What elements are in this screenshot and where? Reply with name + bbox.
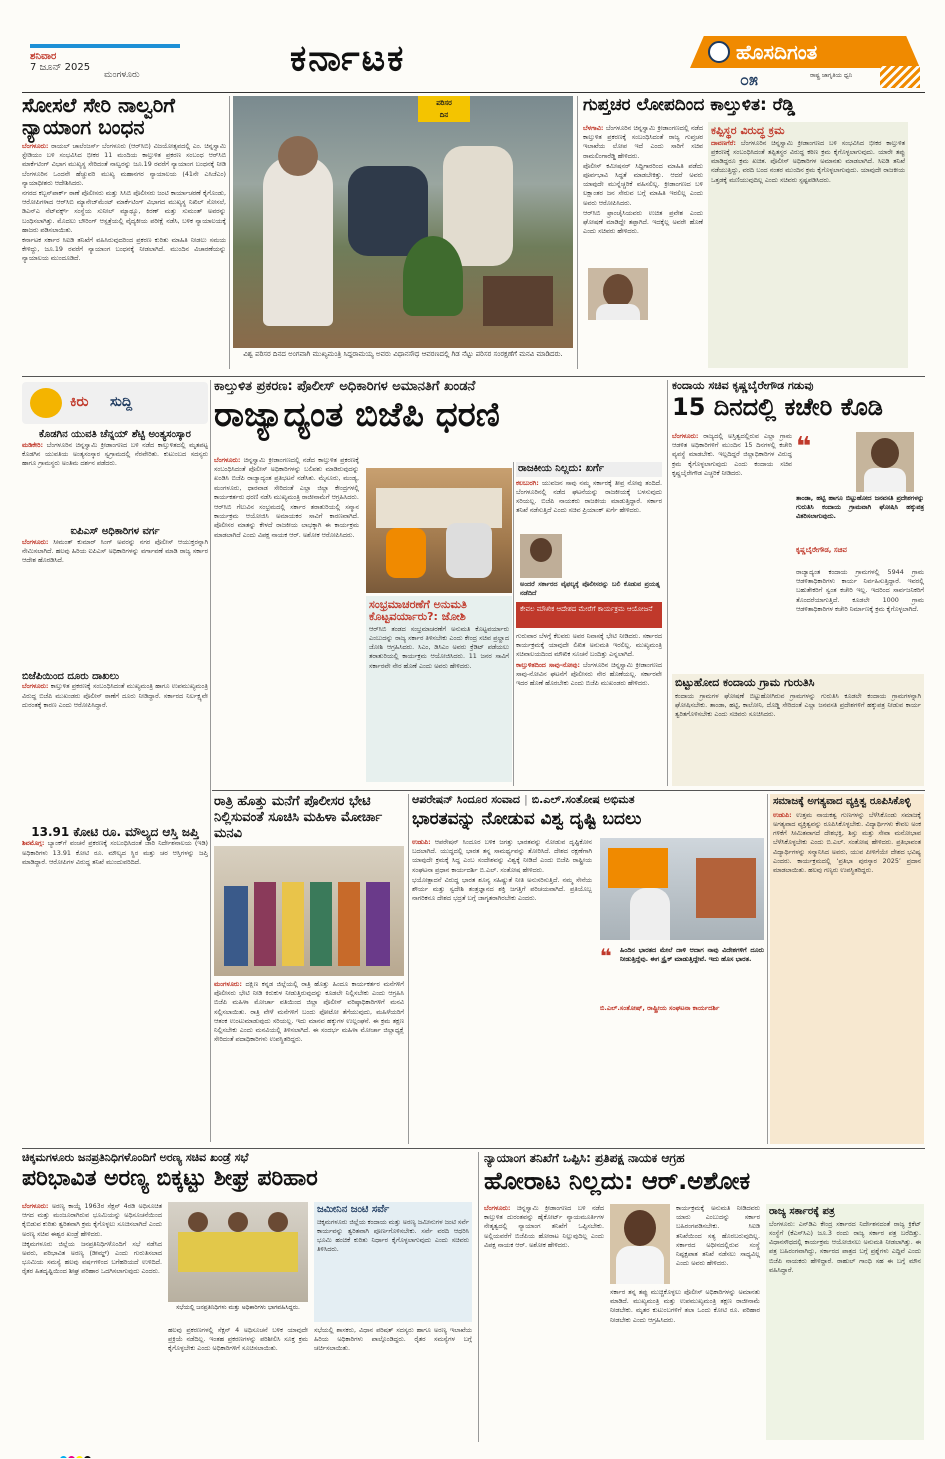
kharge-band: ಕೇವಲ ಮೌಖಿಕ ಆದೇಶದ ಮೇರೆಗೆ ಕಾರ್ಯಕ್ರಮ ಆಯೋಜನೆ: [516, 602, 662, 628]
story-spy: [583, 94, 905, 124]
brand-name: ಹೊಸದಿಗಂತ: [736, 40, 818, 64]
page-number: ೦೫: [740, 70, 758, 89]
village-box: ಬಿಟ್ಟುಹೋದ ಕಂದಾಯ ಗ್ರಾಮ ಗುರುತಿಸಿ ಕಂದಾಯ ಗ್ರಾಮಗಳ ಘೋಷಣೆ ಬಿಟ್ಟುಹೋಗಿರುವ ಗ್ರಾಮಗಳನ್ನು ಗುರುತಿಸಿ ಕೂಡಲೇ ಕಂದಾಯ ಗ್ರಾಮಗಳನ್ನಾಗಿ ಘೋಷಿಸಬೇಕು. ತಾಂಡಾ, ಹಟ್ಟಿ, ಕಾಲೋನಿ, ದೊಡ್ಡಿ ಸೇರಿದಂತೆ ಎಲ್ಲಾ ಜನವಸತಿ ಪ್ರದೇಶಗಳಿಗೆ ಹಕ್ಕುಪತ್ರ ನೀಡುವ ಕಾರ್ಯ ತ್ವರಿತಗೊಳಿಸಬೇಕು ಎಂದು ಸಚಿವರು ಸೂಚಿಸಿದರು.: [672, 674, 924, 786]
lead-headline: ರಾಜ್ಯಾದ್ಯಂತ ಬಿಜೆಪಿ ಧರಣಿ: [214, 395, 500, 436]
ashoka-portrait: [610, 1204, 670, 1284]
women-morcha-photo: [214, 846, 404, 976]
kiru-suddi-badge: ಕಿರು ಸುದ್ದಿ: [22, 382, 208, 424]
city-label: ಮಂಗಳೂರು: [104, 70, 140, 80]
kiru-item-2: ಐಪಿಎಸ್ ಅಧಿಕಾರಿಗಳ ವರ್ಗ ಬೆಂಗಳೂರು: ಸೀಮಂತ್ ಕುಮಾರ್ ಸಿಂಗ್ ಅವರನ್ನು ನಗರ ಪೊಲೀಸ್ ಆಯುಕ್ತರನ್ನಾಗಿ ನೇಮಿಸಲಾಗಿದೆ. ಹಲವು ಹಿರಿಯ ಐಪಿಎಸ್ ಅಧಿಕಾರಿಗಳನ್ನು ವರ್ಗಾವಣೆ ಮಾಡಿ ರಾಜ್ಯ ಸರ್ಕಾರ ಆದೇಶ ಹೊರಡಿಸಿದೆ.: [22, 525, 208, 564]
environment-photo-caption: ವಿಶ್ವ ಪರಿಸರ ದಿನದ ಅಂಗವಾಗಿ ಮುಖ್ಯಮಂತ್ರಿ ಸಿದ್ದರಾಮಯ್ಯ ಅವರು ವಿಧಾನಸೌಧ ಆವರಣದಲ್ಲಿ ಗಿಡ ನೆಟ್ಟು ಪರಿಸರ ಸಂರಕ್ಷಣೆಗೆ ಮನವಿ ಮಾಡಿದರು.: [243, 350, 563, 358]
quote-mark-icon: ❝: [796, 432, 812, 462]
day-label: ಶನಿವಾರ: [30, 51, 57, 62]
santosh-quote-box: ❝ ಹಿಂದಿನ ಭಾರತದ ಮೇಲೆ ದಾಳಿ ಆದಾಗ ನಾವು ವಿದೇಶಗಳಿಗೆ ದೂರು ನೀಡುತ್ತಿದ್ದೆವು. ಈಗ ಸ್ಟ್ರೈಕ್ ಮಾಡುತ್ತಿದ್ದೇವೆ. ಇದು ಹೊಸ ಭಾರತ. ಬಿ.ಎಲ್.ಸಂತೋಷ್, ರಾಷ್ಟ್ರೀಯ ಸಂಘಟನಾ ಕಾರ್ಯದರ್ಶಿ: [600, 944, 764, 1012]
forest-story: ಚಿಕ್ಕಮಗಳೂರು ಜನಪ್ರತಿನಿಧಿಗಳೊಂದಿಗೆ ಅರಣ್ಯ ಸಚಿವ ಖಂಡ್ರೆ ಸಭೆ ಪರಿಭಾವಿತ ಅರಣ್ಯ ಬಿಕ್ಕಟ್ಟು ಶೀಘ್ರ ಪರಿಹಾರ ಬೆಂಗಳೂರು: ಅರಣ್ಯ ಕಾಯ್ದೆ 1963ರ ಸೆಕ್ಷನ್ 4ರಡಿ ಅಧಿಸೂಚಿತ ಆಗದ ಮತ್ತು ಮಂಜೂರಾಗಿರುವ ಭೂಮಿಯನ್ನು ಅಧಿಸೂಚನೆಯಿಂದ ಕೈಬಿಡುವ ಕುರಿತು ತ್ವರಿತವಾಗಿ ಕ್ರಮ ಕೈಗೊಳ್ಳಲು ಸೂಚಿಸಲಾಗಿದೆ ಎಂದು ಅರಣ್ಯ ಸಚಿವ ಈಶ್ವರ ಖಂಡ್ರೆ ಹೇಳಿದರು. ಚಿಕ್ಕಮಗಳೂರು ಜಿಲ್ಲೆಯ ಜನಪ್ರತಿನಿಧಿಗಳೊಂದಿಗೆ ಸಭೆ ನಡೆಸಿದ ಅವರು, ಪರಿಭಾವಿತ ಅರಣ್ಯ (ಡೀಮ್ಡ್) ಎಂದು ಗುರುತಿಸಲಾದ ಭೂಮಿಯ ಸಮಸ್ಯೆ ಹಲವು ವರ್ಷಗಳಿಂದ ಬಗೆಹರಿಯದೆ ಉಳಿದಿದೆ. ರೈತರ ಹಿತದೃಷ್ಟಿಯಿಂದ ಶೀಘ್ರ ಪರಿಹಾರ ಒದಗಿಸಲಾಗುವುದು ಎಂದರು. ಸಭೆಯಲ್ಲಿ ಜನಪ್ರತಿನಿಧಿಗಳು ಮತ್ತು ಅಧಿಕಾರಿಗಳು ಭಾಗವಹಿಸಿದ್ದರು. ಜಮೀನಿನ ಜಂಟಿ ಸರ್ವೆ ಚಿಕ್ಕಮಗಳೂರು ಜಿಲ್ಲೆಯ ಕಂದಾಯ ಮತ್ತು ಅರಣ್ಯ ಜಮೀನುಗಳ ಜಂಟಿ ಸರ್ವೆ ಕಾರ್ಯವನ್ನು ತ್ವರಿತವಾಗಿ ಪೂರ್ಣಗೊಳಿಸಬೇಕು. ಸರ್ವೆ ವರದಿ ಆಧರಿಸಿ ಭೂಮಿ ಹಂಚಿಕೆ ಕುರಿತು ನಿರ್ಧಾರ ಕೈಗೊಳ್ಳಲಾಗುವುದು ಎಂದು ಸಚಿವರು ತಿಳಿಸಿದರು. ಹಲವು ಪ್ರಕರಣಗಳಲ್ಲಿ ಸೆಕ್ಷನ್ 4 ಅಧಿಸೂಚನೆ ಬಳಿಕ ಯಾವುದೇ ಪ್ರಕ್ರಿಯೆ ನಡೆದಿಲ್ಲ. ಇಂತಹ ಪ್ರಕರಣಗಳನ್ನು ಪರಿಶೀಲಿಸಿ ಸೂಕ್ತ ಕ್ರಮ ಕೈಗೊಳ್ಳಬೇಕು ಎಂದು ಅಧಿಕಾರಿಗಳಿಗೆ ಸೂಚಿಸಲಾಯಿತು. ಸಭೆಯಲ್ಲಿ ಶಾಸಕರು, ವಿಧಾನ ಪರಿಷತ್ ಸದಸ್ಯರು ಹಾಗೂ ಅರಣ್ಯ ಇಲಾಖೆಯ ಹಿರಿಯ ಅಧಿಕಾರಿಗಳು ಪಾಲ್ಗೊಂಡಿದ್ದರು. ರೈತರ ಸಮಸ್ಯೆಗಳ ಬಗ್ಗೆ ಚರ್ಚಿಸಲಾಯಿತು.: [22, 1152, 472, 1353]
kharge-headline: ರಾಜಕೀಯ ನಿಲ್ಲದು: ಖರ್ಗೆ: [516, 462, 662, 477]
date-tab: [30, 44, 180, 90]
brand-tagline: ರಾಷ್ಟ್ರ ಜಾಗೃತಿಯ ಧ್ವನಿ: [810, 72, 853, 79]
kiru-item-3: ಬಿಜೆಪಿಯಿಂದ ದೂರು ದಾಖಲು ಬೆಂಗಳೂರು: ಕಾಲ್ತುಳಿತ ಪ್ರಕರಣಕ್ಕೆ ಸಂಬಂಧಿಸಿದಂತೆ ಮುಖ್ಯಮಂತ್ರಿ ಹಾಗೂ ಉಪಮುಖ್ಯಮಂತ್ರಿ ವಿರುದ್ಧ ಬಿಜೆಪಿ ಮುಖಂಡರು ಪೊಲೀಸ್ ಠಾಣೆಗೆ ದೂರು ನೀಡಿದ್ದಾರೆ. ಸರ್ಕಾರದ ನಿರ್ಲಕ್ಷ್ಯವೇ ದುರಂತಕ್ಕೆ ಕಾರಣ ಎಂದು ಆರೋಪಿಸಿದ್ದಾರೆ.: [22, 670, 208, 709]
photo-people-shapes: [253, 126, 553, 326]
brand-block: [690, 32, 920, 90]
story-social-dateline: ಬೆಂಗಳೂರು:: [22, 142, 49, 150]
story-social: [22, 94, 226, 369]
environment-day-photo: [233, 96, 573, 348]
quote-mark-icon-2: ❝: [600, 944, 612, 968]
joshi-box: ಸಂಭ್ರಮಾಚರಣೆಗೆ ಅನುಮತಿ ಕೊಟ್ಟವರ್ಯಾರು?: ಜೋಶಿ ಆರ್‌ಸಿಬಿ ತಂಡದ ಸಂಭ್ರಮಾಚರಣೆಗೆ ಅನುಮತಿ ಕೊಟ್ಟವರ್ಯಾರು ಎಂಬುದನ್ನು ರಾಜ್ಯ ಸರ್ಕಾರ ತಿಳಿಸಬೇಕು ಎಂದು ಕೇಂದ್ರ ಸಚಿವ ಪ್ರಲ್ಹಾದ ಜೋಶಿ ಆಗ್ರಹಿಸಿದರು. ಸಿಎಂ, ಡಿಸಿಎಂ ಅವರು ಕ್ರೆಡಿಟ್ ಪಡೆಯಲು ತರಾತುರಿಯಲ್ಲಿ ಕಾರ್ಯಕ್ರಮ ಆಯೋಜಿಸಿದರು. 11 ಜನರ ಸಾವಿಗೆ ಸರ್ಕಾರವೇ ನೇರ ಹೊಣೆ ಎಂದು ಅವರು ಹೇಳಿದರು.: [366, 596, 512, 782]
revenue-headline: 15 ದಿನದಲ್ಲಿ ಕಚೇರಿ ಕೊಡಿ: [672, 392, 883, 421]
kiru-item-1: ಕೊಡಗಿನ ಯುವತಿ ಚೆನ್ನಯ್ ಶೆಟ್ಟಿ ಅಂತ್ಯಸಂಸ್ಕಾರ ಮಡಿಕೇರಿ: ಬೆಂಗಳೂರಿನ ಚಿನ್ನಸ್ವಾಮಿ ಕ್ರೀಡಾಂಗಣದ ಬಳಿ ನಡೆದ ಕಾಲ್ತುಳಿತದಲ್ಲಿ ಮೃತಪಟ್ಟ ಕೊಡಗಿನ ಯುವತಿಯ ಅಂತ್ಯಸಂಸ್ಕಾರ ಸ್ವಗ್ರಾಮದಲ್ಲಿ ನೆರವೇರಿತು. ಕುಟುಂಬದ ಸದಸ್ಯರು ಹಾಗೂ ಗ್ರಾಮಸ್ಥರು ಅಂತಿಮ ದರ್ಶನ ಪಡೆದರು.: [22, 429, 208, 468]
reddy-portrait: [588, 268, 648, 320]
story-social-body: ಬೆಂಗಳೂರು: ರಾಯಲ್ ಚಾಲೆಂಜರ್ಸ್ ಬೆಂಗಳೂರು (ಆರ್‌ಸಿಬಿ) ವಿಜಯೋತ್ಸವದಲ್ಲಿ ಎಂ. ಚಿನ್ನಸ್ವಾಮಿ ಸ್ಟೇಡಿಯಂ ಬಳಿ ಸಂಭವಿಸಿದ ಭೀಕರ 11 ಮಂದಿಯ ಕಾಲ್ತುಳಿತ ಪ್ರಕರಣ ಸಂಬಂಧ ಆರ್‌ಸಿಬಿ ಮಾರ್ಕೆಟಿಂಗ್ ವಿಭಾಗ ಮುಖ್ಯಸ್ಥ ಸೇರಿದಂತೆ ನಾಲ್ವರನ್ನು ಜೂ.19 ರವರೆಗೆ ನ್ಯಾಯಾಂಗ ಬಂಧನಕ್ಕೆ ನೀಡಿ ಬೆಂಗಳೂರಿನ ಒಂದನೇ ಹೆಚ್ಚುವರಿ ಮುಖ್ಯ ಮಹಾನಗರ ನ್ಯಾಯಾಲಯ (41ನೇ ಎಸಿಜೆಎಂ) ನ್ಯಾಯಾಧೀಶರು ಆದೇಶಿಸಿದರು. ನಗರದ ಕಬ್ಬನ್‌ಪಾರ್ಕ್ ಠಾಣೆ ಪೊಲೀಸರು ಮತ್ತು ಸಿಸಿಬಿ ಪೊಲೀಸರು ಜಂಟಿ ಕಾರ್ಯಾಚರಣೆ ಕೈಗೊಂಡು, ಆರೋಪಿಗಳಾದ ಆರ್‌ಸಿಬಿ ಮ್ಯಾನೇಜ್‌ಮೆಂಟ್ ಮಾರ್ಕೆಟಿಂಗ್ ವಿಭಾಗದ ಮುಖ್ಯಸ್ಥ ನಿಖಿಲ್ ಸೋಸಲೆ, ಡಿಎನ್‌ಎ ನೆಟ್‌ವರ್ಕ್ಸ್ ಸಂಸ್ಥೆಯ ಸುನೀಲ್ ಮ್ಯಾಥ್ಯೂ, ಕಿರಣ್ ಮತ್ತು ಸುಮಂತ್ ಅವರನ್ನು ಬಂಧಿಸಲಾಗಿತ್ತು. ಮೊದಲು ಬೌರಿಂಗ್ ಆಸ್ಪತ್ರೆಯಲ್ಲಿ ವೈದ್ಯಕೀಯ ಪರೀಕ್ಷೆ ನಡೆಸಿ, ಬಳಿಕ ನ್ಯಾಯಾಲಯಕ್ಕೆ ಹಾಜರು ಪಡಿಸಲಾಯಿತು. ಕರ್ನಾಟಕ ಸರ್ಕಾರ ಸಿಐಡಿ ತನಿಖೆಗೆ ವಹಿಸಿರುವುದರಿಂದ ಪ್ರಕರಣ ಕುರಿತು ಮಾಹಿತಿ ನೀಡಲು ಸಮಯ ಕೇಳಿದ್ದು, ಜೂ.19 ರವರೆಗೆ ನ್ಯಾಯಾಂಗ ಬಂಧನಕ್ಕೆ ನೀಡಲಾಗಿದೆ. ಮುಂದಿನ ವಿಚಾರಣೆಯನ್ನು ನ್ಯಾಯಾಲಯ ಮುಂದೂಡಿದೆ.: [22, 142, 226, 263]
revenue-story: ಕಂದಾಯ ಸಚಿವ ಕೃಷ್ಣಬೈರೇಗೌಡ ಗಡುವು 15 ದಿನದಲ್ಲಿ ಕಚೇರಿ ಕೊಡಿ ಬೆಂಗಳೂರು: ರಾಜ್ಯದಲ್ಲಿ ಅಸ್ತಿತ್ವದಲ್ಲಿರುವ ಎಲ್ಲಾ ಗ್ರಾಮ ಆಡಳಿತ ಅಧಿಕಾರಿಗಳಿಗೆ ಮುಂದಿನ 15 ದಿನಗಳಲ್ಲಿ ಕಚೇರಿ ವ್ಯವಸ್ಥೆ ಮಾಡಬೇಕು. ಇಲ್ಲದಿದ್ದರೆ ಜಿಲ್ಲಾಧಿಕಾರಿಗಳ ವಿರುದ್ಧ ಕ್ರಮ ಕೈಗೊಳ್ಳಲಾಗುವುದು ಎಂದು ಕಂದಾಯ ಸಚಿವ ಕೃಷ್ಣಬೈರೇಗೌಡ ಎಚ್ಚರಿಕೆ ನೀಡಿದರು. ❝ ತಾಂಡಾ, ಹಟ್ಟಿ ಹಾಗೂ ಬಿಟ್ಟುಹೋದ ಜನವಸತಿ ಪ್ರದೇಶಗಳನ್ನು ಗುರುತಿಸಿ ಕಂದಾಯ ಗ್ರಾಮವಾಗಿ ಘೋಷಿಸಿ ಹಕ್ಕುಪತ್ರ ವಿತರಿಸಲಾಗುವುದು. ಕೃಷ್ಣಬೈರೇಗೌಡ, ಸಚಿವ ರಾಜ್ಯಾದ್ಯಂತ ಕಂದಾಯ ಗ್ರಾಮಗಳಲ್ಲಿ 5944 ಗ್ರಾಮ ಆಡಳಿತಾಧಿಕಾರಿಗಳು ಕಾರ್ಯ ನಿರ್ವಹಿಸುತ್ತಿದ್ದಾರೆ. ಇವರಲ್ಲಿ ಬಹುತೇಕರಿಗೆ ಸ್ವಂತ ಕಚೇರಿ ಇಲ್ಲ. ಇದರಿಂದ ಸಾರ್ವಜನಿಕರಿಗೆ ತೊಂದರೆಯಾಗುತ್ತಿದೆ. ಕೂಡಲೇ 1000 ಗ್ರಾಮ ಆಡಳಿತಾಧಿಕಾರಿಗಳ ಕಚೇರಿ ನಿರ್ಮಾಣಕ್ಕೆ ಕ್ರಮ ಕೈಗೊಳ್ಳಲಾಗಿದೆ.: [672, 380, 924, 613]
environment-badge: ಪರಿಸರ ದಿನ: [418, 96, 470, 122]
brand-stripes: [880, 66, 920, 88]
story-social-headline: ಸೋಸಲೆ ಸೇರಿ ನಾಲ್ವರಿಗೆ ನ್ಯಾಯಾಂಗ ಬಂಧನ: [22, 94, 175, 139]
date-label: 7 ಜೂನ್ 2025: [30, 62, 91, 73]
sindoor-story: ಆಪರೇಷನ್ ಸಿಂದೂರ ಸಂವಾದ | ಬಿ.ಎಲ್.ಸಂತೋಷ ಅಭಿಮತ ಭಾರತವನ್ನು ನೋಡುವ ವಿಶ್ವ ದೃಷ್ಟಿ ಬದಲು ಉಡುಪಿ: ಆಪರೇಷನ್ ಸಿಂದೂರ ಬಳಿಕ ಜಗತ್ತು ಭಾರತವನ್ನು ನೋಡುವ ದೃಷ್ಟಿಕೋನ ಬದಲಾಗಿದೆ. ಯುದ್ಧದಲ್ಲಿ ಭಾರತ ತನ್ನ ಸಾಮರ್ಥ್ಯವನ್ನು ತೋರಿಸಿದೆ. ದೇಶದ ರಕ್ಷಣೆಗಾಗಿ ಯಾವುದೇ ಕ್ರಮಕ್ಕೆ ಸಿದ್ಧ ಎಂಬ ಸಂದೇಶವನ್ನು ವಿಶ್ವಕ್ಕೆ ನೀಡಿದೆ ಎಂದು ಬಿಜೆಪಿ ರಾಷ್ಟ್ರೀಯ ಸಂಘಟನಾ ಪ್ರಧಾನ ಕಾರ್ಯದರ್ಶಿ ಬಿ.ಎಲ್. ಸಂತೋಷ ಹೇಳಿದರು. ಭಯೋತ್ಪಾದನೆ ವಿರುದ್ಧ ಭಾರತ ಶೂನ್ಯ ಸಹಿಷ್ಣುತೆ ನೀತಿ ಅನುಸರಿಸುತ್ತಿದೆ. ನಮ್ಮ ಸೇನೆಯ ಶೌರ್ಯ ಮತ್ತು ಸ್ವದೇಶಿ ತಂತ್ರಜ್ಞಾನದ ಶಕ್ತಿ ಜಗತ್ತಿಗೆ ಪರಿಚಯವಾಗಿದೆ. ಪ್ರತಿಯೊಬ್ಬ ನಾಗರಿಕನೂ ದೇಶದ ಭದ್ರತೆ ಬಗ್ಗೆ ಜಾಗೃತರಾಗಿರಬೇಕು ಎಂದರು. ❝ ಹಿಂದಿನ ಭಾರತದ ಮೇಲೆ ದಾಳಿ ಆದಾಗ ನಾವು ವಿದೇಶಗಳಿಗೆ ದೂರು ನೀಡುತ್ತಿದ್ದೆವು. ಈಗ ಸ್ಟ್ರೈಕ್ ಮಾಡುತ್ತಿದ್ದೇವೆ. ಇದು ಹೊಸ ಭಾರತ. ಬಿ.ಎಲ್.ಸಂತೋಷ್, ರಾಷ್ಟ್ರೀಯ ಸಂಘಟನಾ ಕಾರ್ಯದರ್ಶಿ: [412, 794, 764, 1144]
lead-body-col1: ಬೆಂಗಳೂರು: ಚಿನ್ನಸ್ವಾಮಿ ಕ್ರೀಡಾಂಗಣದಲ್ಲಿ ನಡೆದ ಕಾಲ್ತುಳಿತ ಪ್ರಕರಣಕ್ಕೆ ಸಂಬಂಧಿಸಿದಂತೆ ಪೊಲೀಸ್ ಅಧಿಕಾರಿಗಳನ್ನು ಬಲಿಪಶು ಮಾಡಿರುವುದನ್ನು ಖಂಡಿಸಿ ಬಿಜೆಪಿ ರಾಜ್ಯಾದ್ಯಂತ ಪ್ರತಿಭಟನೆ ನಡೆಸಿತು. ಮೈಸೂರು, ಮಂಡ್ಯ, ಮಂಗಳೂರು, ಧಾರವಾಡ ಸೇರಿದಂತೆ ಎಲ್ಲಾ ಜಿಲ್ಲಾ ಕೇಂದ್ರಗಳಲ್ಲಿ ಕಾರ್ಯಕರ್ತರು ಧರಣಿ ನಡೆಸಿ ಮುಖ್ಯಮಂತ್ರಿ ರಾಜೀನಾಮೆಗೆ ಆಗ್ರಹಿಸಿದರು. ಆರ್‌ಸಿಬಿ ಗೆಲುವಿನ ಸಂಭ್ರಮದಲ್ಲಿ ಸರ್ಕಾರ ತರಾತುರಿಯಲ್ಲಿ ಸನ್ಮಾನ ಕಾರ್ಯಕ್ರಮ ಆಯೋಜಿಸಿ ಅಮಾಯಕರ ಸಾವಿಗೆ ಕಾರಣವಾಗಿದೆ. ಪೊಲೀಸರ ಮಾತನ್ನು ಕೇಳದೆ ರಾಜಕೀಯ ಲಾಭಕ್ಕಾಗಿ ಈ ಕಾರ್ಯಕ್ರಮ ಮಾಡಲಾಗಿದೆ ಎಂದು ವಿಪಕ್ಷ ನಾಯಕ ಆರ್. ಅಶೋಕ ಆರೋಪಿಸಿದರು.: [214, 456, 359, 539]
kharge-story: ರಾಜಕೀಯ ನಿಲ್ಲದು: ಖರ್ಗೆ ಕಲಬುರಗಿ: ಯುವಜನ ಸಾವು ನಮ್ಮ ಸರ್ಕಾರಕ್ಕೆ ತೀವ್ರ ನೋವು ತಂದಿದೆ. ಬೆಂಗಳೂರಿನಲ್ಲಿ ನಡೆದ ಘಟನೆಯನ್ನು ರಾಜಕೀಯಕ್ಕೆ ಬಳಸುವುದು ಸರಿಯಲ್ಲ. ಬಿಜೆಪಿ ನಾಯಕರು ರಾಜಕೀಯ ಮಾಡುತ್ತಿದ್ದಾರೆ. ಸರ್ಕಾರ ತನಿಖೆ ನಡೆಸುತ್ತಿದೆ ಎಂದು ಸಚಿವ ಪ್ರಿಯಾಂಕ್ ಖರ್ಗೆ ಹೇಳಿದರು. ಅಂದರೆ ಸರ್ಕಾರದ ವೈಫಲ್ಯಕ್ಕೆ ಪೊಲೀಸರನ್ನು ಬಲಿ ಕೊಡುವ ಪ್ರಯತ್ನ ನಡೆದಿದೆ ಕೇವಲ ಮೌಖಿಕ ಆದೇಶದ ಮೇರೆಗೆ ಕಾರ್ಯಕ್ರಮ ಆಯೋಜನೆ ಗುರುವಾರ ಬೆಳಗ್ಗೆ ಕೆಲವರು ಅವರ ನಿವಾಸಕ್ಕೆ ಭೇಟಿ ನೀಡಿದರು. ಸರ್ಕಾರದ ಕಾರ್ಯಕ್ರಮಕ್ಕೆ ಯಾವುದೇ ಲಿಖಿತ ಅನುಮತಿ ಇರಲಿಲ್ಲ. ಮುಖ್ಯಮಂತ್ರಿ ಸಚಿವಾಲಯದಿಂದ ಮೌಖಿಕ ಸೂಚನೆ ಬಂದಿತ್ತು ಎನ್ನಲಾಗಿದೆ. ಕಾಲ್ತುಳಿತದಿಂದ ಸಾವು-ನೋವು: ಬೆಂಗಳೂರಿನ ಚಿನ್ನಸ್ವಾಮಿ ಕ್ರೀಡಾಂಗಣದ ಸಾವು-ನೋವಿನ ಘಟನೆಗೆ ಪೊಲೀಸರು ನೇರ ಹೊಣೆಯಲ್ಲ. ಸರ್ಕಾರವೇ ಇದರ ಹೊಣೆ ಹೊರಬೇಕು ಎಂದು ಬಿಜೆಪಿ ಮುಖಂಡರು ಹೇಳಿದರು.: [516, 463, 662, 688]
brand-logo-icon: [708, 41, 730, 63]
bjp-protest-photo: [366, 468, 512, 593]
kiru-item-4: 13.91 ಕೋಟಿ ರೂ. ಮೌಲ್ಯದ ಆಸ್ತಿ ಜಪ್ತಿ ಶಿವಮೊಗ್ಗ: ಬ್ಯಾಂಕ್‌ಗೆ ವಂಚನೆ ಪ್ರಕರಣಕ್ಕೆ ಸಂಬಂಧಿಸಿದಂತೆ ಜಾರಿ ನಿರ್ದೇಶನಾಲಯ (ಇಡಿ) ಅಧಿಕಾರಿಗಳು 13.91 ಕೋಟಿ ರೂ. ಮೌಲ್ಯದ ಸ್ಥಿರ ಮತ್ತು ಚರ ಆಸ್ತಿಗಳನ್ನು ಜಪ್ತಿ ಮಾಡಿದ್ದಾರೆ. ಆರೋಪಿಗಳ ವಿರುದ್ಧ ತನಿಖೆ ಮುಂದುವರಿದಿದೆ.: [22, 825, 208, 866]
revenue-quote-box: ❝ ತಾಂಡಾ, ಹಟ್ಟಿ ಹಾಗೂ ಬಿಟ್ಟುಹೋದ ಜನವಸತಿ ಪ್ರದೇಶಗಳನ್ನು ಗುರುತಿಸಿ ಕಂದಾಯ ಗ್ರಾಮವಾಗಿ ಘೋಷಿಸಿ ಹಕ್ಕುಪತ್ರ ವಿತರಿಸಲಾಗುವುದು. ಕೃಷ್ಣಬೈರೇಗೌಡ, ಸಚಿವ: [796, 432, 924, 554]
hand-icon: [30, 388, 62, 418]
kharge-portrait: [520, 534, 562, 578]
krishna-byregowda-portrait: [856, 432, 914, 492]
forest-meeting-photo: [168, 1202, 308, 1302]
revenue-kicker: ಕಂದಾಯ ಸಚಿವ ಕೃಷ್ಣಬೈರೇಗೌಡ ಗಡುವು: [672, 380, 814, 392]
lead-kicker: ಕಾಲ್ತುಳಿತ ಪ್ರಕರಣ: ಪೊಲೀಸ್ ಅಧಿಕಾರಿಗಳ ಅಮಾನತಿಗೆ ಖಂಡನೆ: [214, 380, 476, 394]
story-spy-body: ಬೆಳಗಾವಿ: ಬೆಂಗಳೂರಿನ ಚಿನ್ನಸ್ವಾಮಿ ಕ್ರೀಡಾಂಗಣದಲ್ಲಿ ನಡೆದ ಕಾಲ್ತುಳಿತ ಪ್ರಕರಣಕ್ಕೆ ಸಂಬಂಧಿಸಿದಂತೆ ರಾಜ್ಯ ಗುಪ್ತಚರ ಇಲಾಖೆಯ ಲೋಪ ಇದೆ ಎಂದು ಸಾರಿಗೆ ಸಚಿವ ರಾಮಲಿಂಗಾರೆಡ್ಡಿ ಹೇಳಿದರು. ಪೊಲೀಸ್ ಕಮೀಷನರ್ ಸಿದ್ದಿಗಾರರಿಂದ ಮಾಹಿತಿ ಪಡೆದು ಪೂರ್ವಭಾವಿ ಸಿದ್ಧತೆ ಮಾಡಬೇಕಿತ್ತು. ಆದರೆ ಅವರು ಯಾವುದೇ ಮುನ್ನೆಚ್ಚರಿಕೆ ವಹಿಸಲಿಲ್ಲ. ಕ್ರೀಡಾಂಗಣದ ಬಳಿ ಲಕ್ಷಾಂತರ ಜನ ಸೇರುವ ಬಗ್ಗೆ ಮಾಹಿತಿ ಇರಲಿಲ್ಲ ಎಂದು ಅವರು ಆರೋಪಿಸಿದರು. ಆರ್‌ಸಿಬಿ ಫ್ರಾಂಚೈಸಿಯವರು ಉಚಿತ ಪ್ರವೇಶ ಎಂದು ಘೋಷಣೆ ಮಾಡಿದ್ದೇ ತಪ್ಪಾಗಿದೆ. ಇದಕ್ಕೆಲ್ಲ ಅವರೇ ಹೊಣೆ ಎಂದು ಸಚಿವರು ಹೇಳಿದರು.: [583, 124, 703, 236]
kharge-quote: ಅಂದರೆ ಸರ್ಕಾರದ ವೈಫಲ್ಯಕ್ಕೆ ಪೊಲೀಸರನ್ನು ಬಲಿ ಕೊಡುವ ಪ್ರಯತ್ನ ನಡೆದಿದೆ: [520, 580, 660, 598]
story-spy-headline: ಗುಪ್ತಚರ ಲೋಪದಿಂದ ಕಾಲ್ತುಳಿತ: ರೆಡ್ಡಿ: [583, 95, 796, 115]
kiru-suddi-column: [22, 382, 208, 1142]
personality-story: ಸಮಾಜಕ್ಕೆ ಅಗತ್ಯವಾದ ವ್ಯಕ್ತಿತ್ವ ರೂಪಿಸಿಕೊಳ್ಳಿ ಉಡುಪಿ: ಉತ್ತಮ ನಾಯಕತ್ವ ಗುಣಗಳನ್ನು ಬೆಳೆಸಿಕೊಂಡು ಸಮಾಜಕ್ಕೆ ಅಗತ್ಯವಾದ ವ್ಯಕ್ತಿತ್ವವನ್ನು ರೂಪಿಸಿಕೊಳ್ಳಬೇಕು. ವಿದ್ಯಾರ್ಥಿಗಳು ಕೇವಲ ಅಂಕ ಗಳಿಕೆಗೆ ಸೀಮಿತವಾಗದೆ ದೇಶಭಕ್ತಿ, ಶಿಸ್ತು ಮತ್ತು ಸೇವಾ ಮನೋಭಾವ ಬೆಳೆಸಿಕೊಳ್ಳಬೇಕು ಎಂದು ಬಿ.ಎಲ್. ಸಂತೋಷ ಹೇಳಿದರು. ಪ್ರತಿಭಾವಂತ ವಿದ್ಯಾರ್ಥಿಗಳನ್ನು ಸನ್ಮಾನಿಸಿದ ಅವರು, ಯುವ ಪೀಳಿಗೆಯೇ ದೇಶದ ಭವಿಷ್ಯ ಎಂದರು. ಕಾರ್ಯಕ್ರಮದಲ್ಲಿ ‘ಪ್ರತಿಭಾ ಪುರಸ್ಕಾರ 2025’ ಪ್ರದಾನ ಮಾಡಲಾಯಿತು. ಹಲವು ಗಣ್ಯರು ಉಪಸ್ಥಿತರಿದ್ದರು.: [770, 794, 924, 1144]
joint-survey-box: ಜಮೀನಿನ ಜಂಟಿ ಸರ್ವೆ ಚಿಕ್ಕಮಗಳೂರು ಜಿಲ್ಲೆಯ ಕಂದಾಯ ಮತ್ತು ಅರಣ್ಯ ಜಮೀನುಗಳ ಜಂಟಿ ಸರ್ವೆ ಕಾರ್ಯವನ್ನು ತ್ವರಿತವಾಗಿ ಪೂರ್ಣಗೊಳಿಸಬೇಕು. ಸರ್ವೆ ವರದಿ ಆಧರಿಸಿ ಭೂಮಿ ಹಂಚಿಕೆ ಕುರಿತು ನಿರ್ಧಾರ ಕೈಗೊಳ್ಳಲಾಗುವುದು ಎಂದು ಸಚಿವರು ತಿಳಿಸಿದರು.: [314, 1202, 472, 1322]
santosh-event-photo: [600, 838, 764, 940]
story-action: ಕಪ್ಪಿಸ್ಥರ ವಿರುದ್ಧ ಕ್ರಮ ದಾವಣಗೆರೆ: ಬೆಂಗಳೂರಿನ ಚಿನ್ನಸ್ವಾಮಿ ಕ್ರೀಡಾಂಗಣದ ಬಳಿ ಸಂಭವಿಸಿದ ಭೀಕರ ಕಾಲ್ತುಳಿತ ಪ್ರಕರಣಕ್ಕೆ ಸಂಬಂಧಿಸಿದಂತೆ ತಪ್ಪಿತಸ್ಥರ ವಿರುದ್ಧ ಕಠಿಣ ಕ್ರಮ ಕೈಗೊಳ್ಳಲಾಗುವುದು. ಯಾರೇ ತಪ್ಪು ಮಾಡಿದ್ದರೂ ಕ್ರಮ ಖಚಿತ. ಪೊಲೀಸ್ ಅಧಿಕಾರಿಗಳ ಅಮಾನತು ಮಾಡಲಾಗಿದೆ. ಸಿಐಡಿ ತನಿಖೆ ನಡೆಯುತ್ತಿದ್ದು, ವರದಿ ಬಂದ ನಂತರ ಮುಂದಿನ ಕ್ರಮ ಕೈಗೊಳ್ಳಲಾಗುವುದು. ಯಾವುದೇ ರಾಜಕೀಯ ಒತ್ತಡಕ್ಕೆ ಮಣಿಯುವುದಿಲ್ಲ ಎಂದು ಸಚಿವರು ಸ್ಪಷ್ಟಪಡಿಸಿದರು.: [708, 122, 908, 368]
masthead: [0, 0, 945, 92]
state-letter-box: ರಾಜ್ಯ ಸರ್ಕಾರಕ್ಕೆ ಪತ್ರ ಬೆಂಗಳೂರು: ಎನ್‌ಡಿಎ ಕೇಂದ್ರ ಸರ್ಕಾರದ ನಿರ್ದೇಶನದಂತೆ ರಾಜ್ಯ ಕ್ರಿಕೆಟ್ ಸಂಸ್ಥೆಗೆ (ಕೆಎಸ್‌ಸಿಎ) ಜೂ.3 ರಂದು ರಾಜ್ಯ ಸರ್ಕಾರ ಪತ್ರ ಬರೆದಿತ್ತು. ವಿಧಾನಸೌಧದಲ್ಲಿ ಕಾರ್ಯಕ್ರಮ ಆಯೋಜಿಸಲು ಅನುಮತಿ ನೀಡಲಾಗಿತ್ತು. ಈ ಪತ್ರ ಬಹಿರಂಗವಾಗಿದ್ದು, ಸರ್ಕಾರದ ಪಾತ್ರದ ಬಗ್ಗೆ ಪ್ರಶ್ನೆಗಳು ಎದ್ದಿವೆ ಎಂದು ಬಿಜೆಪಿ ನಾಯಕರು ಹೇಳಿದ್ದಾರೆ. ರಾಹುಲ್ ಗಾಂಧಿ ಸಹ ಈ ಬಗ್ಗೆ ಮೌನ ವಹಿಸಿದ್ದಾರೆ.: [766, 1204, 924, 1440]
section-title: ಕರ್ನಾಟಕ: [290, 38, 406, 79]
story-action-headline: ಕಪ್ಪಿಸ್ಥರ ವಿರುದ್ಧ ಕ್ರಮ: [711, 124, 785, 137]
ashoka-story: ನ್ಯಾಯಾಂಗ ತನಿಖೆಗೆ ಒಪ್ಪಿಸಿ: ಪ್ರತಿಪಕ್ಷ ನಾಯಕ ಆಗ್ರಹ ಹೋರಾಟ ನಿಲ್ಲದು: ಆರ್.ಅಶೋಕ ಬೆಂಗಳೂರು: ಚಿನ್ನಸ್ವಾಮಿ ಕ್ರೀಡಾಂಗಣದ ಬಳಿ ನಡೆದ ಕಾಲ್ತುಳಿತ ದುರಂತವನ್ನು ಹೈಕೋರ್ಟ್ ನ್ಯಾಯಮೂರ್ತಿಗಳ ನೇತೃತ್ವದಲ್ಲಿ ನ್ಯಾಯಾಂಗ ತನಿಖೆಗೆ ಒಪ್ಪಿಸಬೇಕು. ಅಲ್ಲಿಯವರೆಗೆ ಬಿಜೆಪಿಯ ಹೋರಾಟ ನಿಲ್ಲುವುದಿಲ್ಲ ಎಂದು ವಿಪಕ್ಷ ನಾಯಕ ಆರ್. ಅಶೋಕ ಹೇಳಿದರು. ಸರ್ಕಾರ ತನ್ನ ತಪ್ಪು ಮುಚ್ಚಿಕೊಳ್ಳಲು ಪೊಲೀಸ್ ಅಧಿಕಾರಿಗಳನ್ನು ಅಮಾನತು ಮಾಡಿದೆ. ಮುಖ್ಯಮಂತ್ರಿ ಮತ್ತು ಉಪಮುಖ್ಯಮಂತ್ರಿ ತಕ್ಷಣ ರಾಜೀನಾಮೆ ನೀಡಬೇಕು. ಮೃತರ ಕುಟುಂಬಗಳಿಗೆ ತಲಾ ಒಂದು ಕೋಟಿ ರೂ. ಪರಿಹಾರ ನೀಡಬೇಕು ಎಂದು ಆಗ್ರಹಿಸಿದರು. ಕಾರ್ಯಕ್ರಮಕ್ಕೆ ಅನುಮತಿ ನೀಡಿದವರು ಯಾರು ಎಂಬುದನ್ನು ಸರ್ಕಾರ ಬಹಿರಂಗಪಡಿಸಬೇಕು. ಸಿಐಡಿ ತನಿಖೆಯಿಂದ ಸತ್ಯ ಹೊರಬರುವುದಿಲ್ಲ. ಸರ್ಕಾರದ ಅಧೀನದಲ್ಲಿರುವ ಸಂಸ್ಥೆ ನಿಷ್ಪಕ್ಷಪಾತ ತನಿಖೆ ನಡೆಸಲು ಸಾಧ್ಯವಿಲ್ಲ ಎಂದು ಅವರು ಹೇಳಿದರು. ರಾಜ್ಯ ಸರ್ಕಾರಕ್ಕೆ ಪತ್ರ ಬೆಂಗಳೂರು: ಎನ್‌ಡಿಎ ಕೇಂದ್ರ ಸರ್ಕಾರದ ನಿರ್ದೇಶನದಂತೆ ರಾಜ್ಯ ಕ್ರಿಕೆಟ್ ಸಂಸ್ಥೆಗೆ (ಕೆಎಸ್‌ಸಿಎ) ಜೂ.3 ರಂದು ರಾಜ್ಯ ಸರ್ಕಾರ ಪತ್ರ ಬರೆದಿತ್ತು. ವಿಧಾನಸೌಧದಲ್ಲಿ ಕಾರ್ಯಕ್ರಮ ಆಯೋಜಿಸಲು ಅನುಮತಿ ನೀಡಲಾಗಿತ್ತು. ಈ ಪತ್ರ ಬಹಿರಂಗವಾಗಿದ್ದು, ಸರ್ಕಾರದ ಪಾತ್ರದ ಬಗ್ಗೆ ಪ್ರಶ್ನೆಗಳು ಎದ್ದಿವೆ ಎಂದು ಬಿಜೆಪಿ ನಾಯಕರು ಹೇಳಿದ್ದಾರೆ. ರಾಹುಲ್ ಗಾಂಧಿ ಸಹ ಈ ಬಗ್ಗೆ ಮೌನ ವಹಿಸಿದ್ದಾರೆ.: [484, 1152, 924, 1442]
women-story: ರಾತ್ರಿ ಹೊತ್ತು ಮನೆಗೆ ಪೊಲೀಸರ ಭೇಟಿ ನಿಲ್ಲಿಸುವಂತೆ ಸೂಚಿಸಿ ಮಹಿಳಾ ಮೋರ್ಚಾ ಮನವಿ ಮಂಗಳೂರು: ದಕ್ಷಿಣ ಕನ್ನಡ ಜಿಲ್ಲೆಯಲ್ಲಿ ರಾತ್ರಿ ಹೊತ್ತು ಹಿಂದೂ ಕಾರ್ಯಕರ್ತರ ಮನೆಗಳಿಗೆ ಪೊಲೀಸರು ಭೇಟಿ ನೀಡಿ ಕಿರುಕುಳ ನೀಡುತ್ತಿರುವುದನ್ನು ಕೂಡಲೇ ನಿಲ್ಲಿಸಬೇಕು ಎಂದು ಆಗ್ರಹಿಸಿ ಬಿಜೆಪಿ ಮಹಿಳಾ ಮೋರ್ಚಾ ವತಿಯಿಂದ ಜಿಲ್ಲಾ ಪೊಲೀಸ್ ವರಿಷ್ಠಾಧಿಕಾರಿಗಳಿಗೆ ಮನವಿ ಸಲ್ಲಿಸಲಾಯಿತು. ರಾತ್ರಿ ವೇಳೆ ಮನೆಗಳಿಗೆ ಬಂದು ಫೋಟೋ ತೆಗೆಯುವುದು, ಮಹಿಳೆಯರಿಗೆ ಆತಂಕ ಉಂಟುಮಾಡುವುದು ಸರಿಯಲ್ಲ. ಇದು ಮಾನವ ಹಕ್ಕುಗಳ ಉಲ್ಲಂಘನೆ. ಈ ಕ್ರಮ ತಕ್ಷಣ ನಿಲ್ಲಿಸಬೇಕು ಎಂದು ಮನವಿಯಲ್ಲಿ ತಿಳಿಸಲಾಗಿದೆ. ಈ ಸಂದರ್ಭ ಮಹಿಳಾ ಮೋರ್ಚಾ ಜಿಲ್ಲಾಧ್ಯಕ್ಷೆ ಸೇರಿದಂತೆ ಪದಾಧಿಕಾರಿಗಳು ಉಪಸ್ಥಿತರಿದ್ದರು.: [214, 794, 404, 1044]
registration-marks: [60, 1448, 890, 1458]
